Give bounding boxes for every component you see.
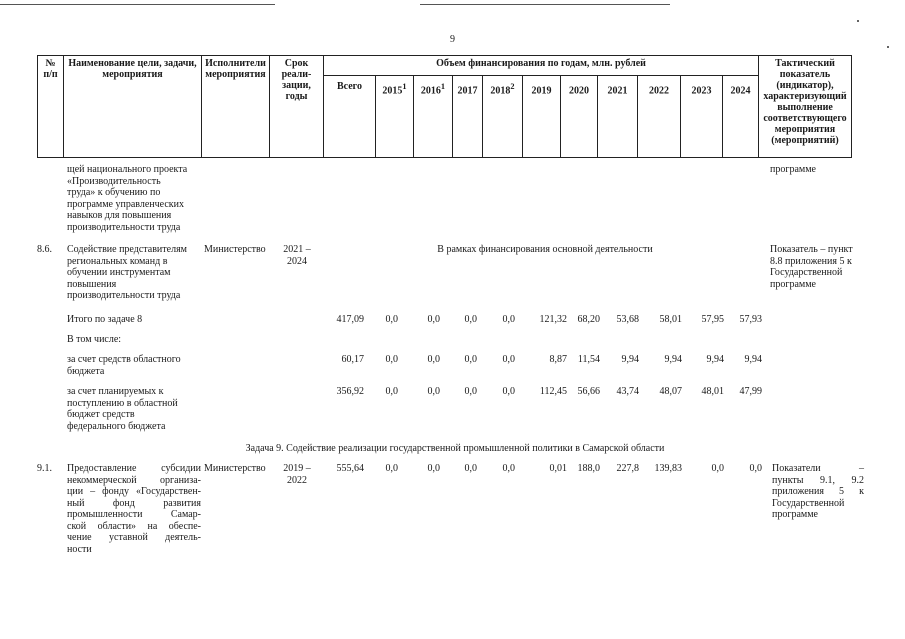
value-cell: 0,0: [502, 354, 515, 365]
including-label: В том числе:: [67, 334, 122, 345]
row-8-6-executor: Министерство: [204, 244, 266, 255]
value-cell: 0,01: [549, 463, 567, 474]
value-cell: 112,45: [539, 386, 567, 397]
value-cell: 0,0: [427, 386, 440, 397]
header-year: 2023: [681, 76, 723, 158]
value-cell: 9,94: [664, 354, 682, 365]
header-executor: Исполнители мероприятия: [202, 56, 270, 158]
header-year: 2019: [523, 76, 561, 158]
table-header: [37, 55, 852, 158]
header-year: 2022: [638, 76, 681, 158]
value-cell: 0,0: [464, 386, 477, 397]
row-9-1-name: Предоставление субсидии некоммерческой организа- ции – фонду «Государствен- ный фонд развития промышленности Самар- ской области» на обеспе- чение уставной деятель- ности: [67, 463, 201, 555]
value-cell: 48,01: [701, 386, 724, 397]
value-cell: 188,0: [577, 463, 600, 474]
header-year: 2021: [598, 76, 638, 158]
row-8-6-indicator: Показатель – пункт 8.8 приложения 5 к Государственной программе: [770, 244, 853, 290]
value-cell: 0,0: [464, 354, 477, 365]
row-8-6-term: 2021 – 2024: [283, 244, 311, 267]
value-cell: 0,0: [427, 463, 440, 474]
value-cell: 60,17: [341, 354, 364, 365]
federal-label: за счет планируемых к поступлению в областной бюджет средств федерального бюджета: [67, 386, 178, 432]
value-cell: 11,54: [577, 354, 600, 365]
value-cell: 0,0: [464, 314, 477, 325]
value-cell: 43,74: [616, 386, 639, 397]
header-year: 2024: [723, 76, 759, 158]
value-cell: 9,94: [706, 354, 724, 365]
value-cell: 121,32: [539, 314, 567, 325]
value-cell: 0,0: [385, 314, 398, 325]
value-cell: 0,0: [502, 463, 515, 474]
value-cell: 227,8: [616, 463, 639, 474]
value-cell: 53,68: [616, 314, 639, 325]
value-cell: 57,93: [739, 314, 762, 325]
row-9-1-executor: Министерство: [204, 463, 266, 474]
value-cell: 0,0: [502, 314, 515, 325]
value-cell: 0,0: [385, 463, 398, 474]
row-8-6-num: 8.6.: [37, 244, 52, 255]
scan-speck: [857, 20, 859, 22]
value-cell: 0,0: [385, 386, 398, 397]
row-9-1-indicator: Показатели – пункты 9.1, 9.2 приложения 5 к Государственной программе: [772, 463, 864, 520]
regional-label: за счет средств областного бюджета: [67, 354, 181, 377]
value-cell: 0,0: [749, 463, 762, 474]
row-8-6-name: Содействие представителям региональных команд в обучении инструментам повышения производительности труда: [67, 244, 187, 301]
value-cell: 57,95: [701, 314, 724, 325]
row-9-1-num: 9.1.: [37, 463, 52, 474]
value-cell: 9,94: [744, 354, 762, 365]
value-cell: 58,01: [659, 314, 682, 325]
value-cell: 47,99: [739, 386, 762, 397]
row-8-6-financing: В рамках финансирования основной деятельности: [437, 244, 653, 255]
value-cell: 356,92: [336, 386, 364, 397]
header-year: 2016$^1$: [414, 76, 453, 158]
row-9-1-term: 2019 – 2022: [283, 463, 311, 486]
cont-row-name: щей национального проекта «Производительность труда» к обучению по программе управленческих навыков для повышения производительности труда: [67, 164, 188, 233]
scan-line-left: [0, 4, 275, 5]
value-cell: 0,0: [502, 386, 515, 397]
page-number: 9: [450, 34, 455, 45]
value-cell: 139,83: [654, 463, 682, 474]
value-cell: 68,20: [577, 314, 600, 325]
header-year: 2018$^2$: [483, 76, 523, 158]
header-total: Всего: [324, 76, 376, 158]
total-8-label: Итого по задаче 8: [67, 314, 143, 325]
cont-row-indicator: программе: [770, 164, 816, 175]
header-year: 2017: [453, 76, 483, 158]
value-cell: 555,64: [336, 463, 364, 474]
header-financing: Объем финансирования по годам, млн. рублей: [324, 56, 759, 76]
header-term: Срок реали-зации, годы: [270, 56, 324, 158]
value-cell: 0,0: [464, 463, 477, 474]
scan-speck: [887, 46, 889, 48]
value-cell: 0,0: [385, 354, 398, 365]
header-name: Наименование цели, задачи, мероприятия: [64, 56, 202, 158]
header-year: 2015$^1$: [376, 76, 414, 158]
value-cell: 0,0: [711, 463, 724, 474]
header-num: № п/п: [38, 56, 64, 158]
value-cell: 417,09: [336, 314, 364, 325]
scan-line-right: [420, 4, 670, 5]
value-cell: 48,07: [659, 386, 682, 397]
value-cell: 9,94: [621, 354, 639, 365]
value-cell: 0,0: [427, 314, 440, 325]
value-cell: 8,87: [549, 354, 567, 365]
value-cell: 0,0: [427, 354, 440, 365]
header-year: 2020: [561, 76, 598, 158]
value-cell: 56,66: [577, 386, 600, 397]
task-9-title: Задача 9. Содействие реализации государственной промышленной политики в Самарской области: [245, 443, 665, 454]
header-indicator: Тактический показатель (индикатор), характеризующий выполнение соответствующего мероприятия (мероприятий): [759, 56, 852, 158]
